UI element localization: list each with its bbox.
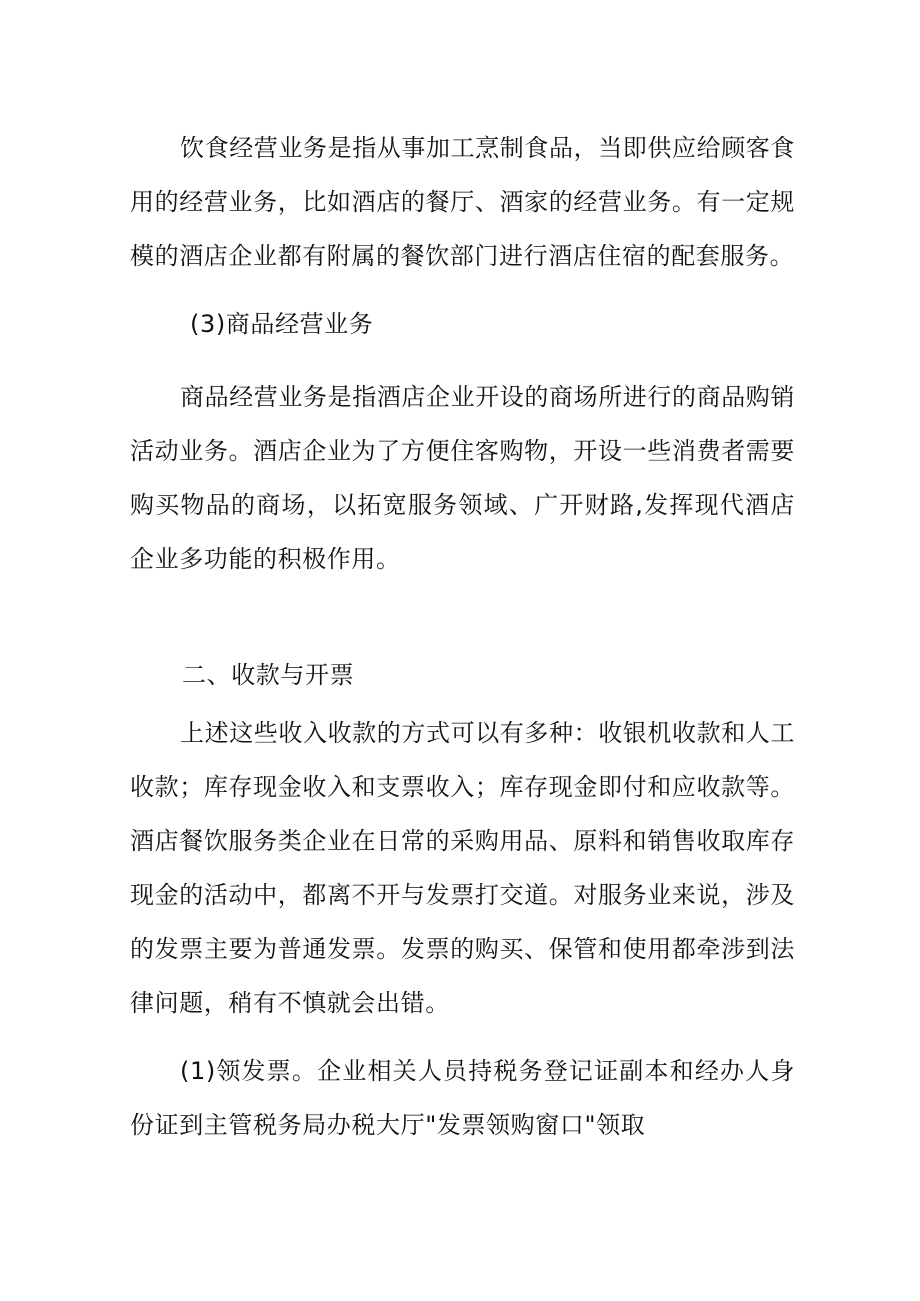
paragraph-payment-methods: 上述这些收入收款的方式可以有多种：收银机收款和人工收款；库存现金收入和支票收入；库存现金即付和应收款等。酒店餐饮服务类企业在日常的采购用品、原料和销售收取库存现金的活动中，都离不开与发票打交道。对服务业来说，涉及的发票主要为普通发票。发票的购买、保管和使用都牵涉到法律问题，稍有不慎就会出错。 [130, 719, 795, 1017]
paragraph-commodity-business: 商品经营业务是指酒店企业开设的商场所进行的商品购销活动业务。酒店企业为了方便住客购物，开设一些消费者需要购买物品的商场，以拓宽服务领域、广开财路,发挥现代酒店企业多功能的积极作用。 [130, 383, 795, 573]
paragraph-catering-business: 饮食经营业务是指从事加工烹制食品，当即供应给顾客食用的经营业务，比如酒店的餐厅、酒家的经营业务。有一定规模的酒店企业都有附属的餐饮部门进行酒店住宿的配套服务。 [130, 134, 795, 270]
heading-payment-and-invoicing: 二、收款与开票 [182, 661, 355, 689]
paragraph-receive-invoices: (1)领发票。企业相关人员持税务登记证副本和经办人身份证到主管税务局办税大厅"发票领购窗口"领取 [130, 1057, 795, 1139]
heading-commodity-business: (3)商品经营业务 [190, 310, 374, 338]
